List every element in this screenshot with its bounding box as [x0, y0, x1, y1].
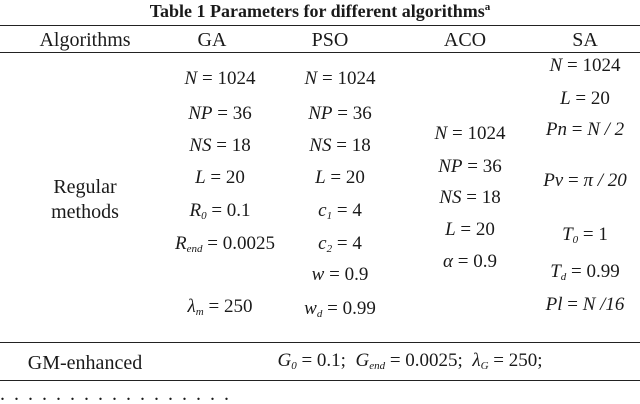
- pso-param-ns: NS = 18: [309, 135, 371, 156]
- ga-param-rend: $R_{end} = 0.0025$: [175, 233, 275, 255]
- table-title-text: Table 1 Parameters for different algorithms: [149, 1, 485, 21]
- header-algorithms: Algorithms: [39, 29, 131, 51]
- aco-param-alpha: α = 0.9: [443, 251, 497, 272]
- ga-param-l: L = 20: [195, 167, 245, 188]
- aco-param-n: N = 1024: [434, 123, 506, 144]
- middle-rule: [0, 342, 640, 343]
- header-ga: GA: [197, 29, 227, 51]
- sa-param-pl: Pl = N /16: [545, 294, 625, 315]
- table-title: [0, 1, 640, 22]
- sa-param-n: N = 1024: [549, 55, 621, 76]
- pso-param-c2: $c_2 = 4$: [318, 233, 362, 255]
- gm-params: $G_0 = 0.1$; $G_{end} = 0.0025$; $\lambda_G = 250$;: [277, 350, 543, 372]
- row-label-line1: Regular: [53, 176, 117, 198]
- sa-param-t0: $T_0 = 1$: [562, 224, 608, 246]
- top-rule: [0, 25, 640, 26]
- row-label-regular-methods: [20, 175, 150, 225]
- header-sa: SA: [572, 29, 598, 51]
- pso-param-wd: $w_d = 0.99$: [304, 298, 376, 320]
- bottom-rule: [0, 380, 640, 381]
- aco-param-np: NP = 36: [438, 156, 502, 177]
- row-label-gm-enhanced: GM-enhanced: [27, 352, 143, 374]
- ga-param-np: NP = 36: [188, 103, 252, 124]
- cut-off-text-line: [0, 392, 640, 404]
- aco-param-ns: NS = 18: [439, 187, 501, 208]
- ga-param-lambda-m: $\lambda_m = 250$: [187, 296, 253, 318]
- header-rule: [0, 52, 640, 53]
- cut-off-text: . . . . . . . . . . . . . . . . .: [0, 392, 231, 404]
- sa-param-l: L = 20: [560, 88, 610, 109]
- ga-param-ns: NS = 18: [189, 135, 251, 156]
- pso-param-l: L = 20: [315, 167, 365, 188]
- table-title-footnote-mark: a: [484, 1, 491, 13]
- header-aco: ACO: [443, 29, 487, 51]
- pso-param-np: NP = 36: [308, 103, 372, 124]
- row-label-line2: methods: [51, 201, 119, 223]
- pso-param-w: w = 0.9: [311, 264, 369, 285]
- sa-param-pn: Pn = N / 2: [545, 119, 625, 140]
- sa-param-pv: Pv = π / 20: [543, 170, 627, 191]
- pso-param-c1: $c_1 = 4$: [318, 200, 362, 222]
- sa-param-td: $T_d = 0.99$: [550, 261, 620, 283]
- pso-param-n: N = 1024: [304, 68, 376, 89]
- ga-param-n: N = 1024: [184, 68, 256, 89]
- ga-param-r0: $R_0 = 0.1$: [189, 200, 251, 222]
- header-pso: PSO: [311, 29, 349, 51]
- aco-param-l: L = 20: [445, 219, 495, 240]
